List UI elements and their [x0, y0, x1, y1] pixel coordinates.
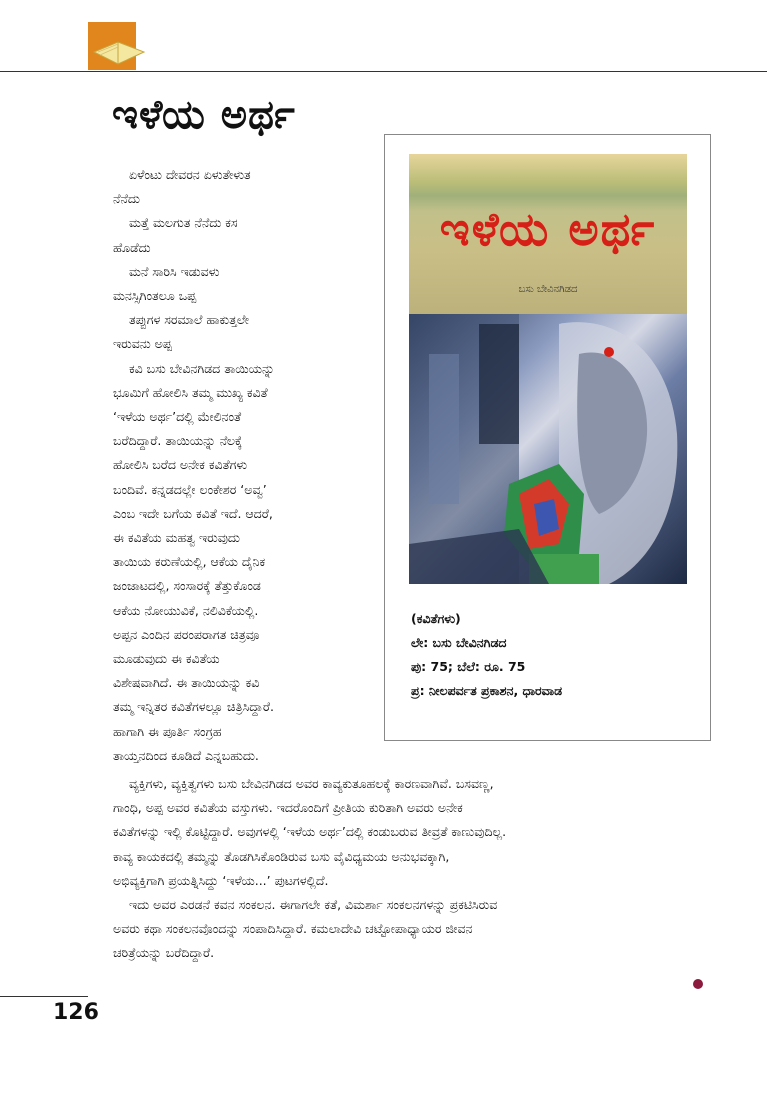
page-title: ಇಳೆಯ ಅರ್ಥ: [112, 92, 296, 138]
book-details: [411, 607, 562, 703]
text-line: ನೆನೆದು: [113, 191, 140, 207]
text-line: ಬರೆದಿದ್ದಾರೆ. ತಾಯಿಯನ್ನು ನೆಲಕ್ಕೆ: [113, 433, 243, 449]
text-line: ಈ ಕವಿತೆಯ ಮಹತ್ವ ಇರುವುದು: [113, 530, 240, 546]
text-line: ಚರಿತ್ರೆಯನ್ನು ಬರೆದಿದ್ದಾರೆ.: [113, 945, 215, 961]
text-line: ಗಾಂಧಿ, ಅಪ್ಪ ಅವರ ಕವಿತೆಯ ವಸ್ತುಗಳು. ಇದರೊಂದಿಗೆ ಪ್ರೀತಿಯ ಕುರಿತಾಗಿ ಅವರು ಅನೇಕ: [113, 800, 463, 816]
text-line: ಆಕೆಯ ನೋಯುವಿಕೆ, ನಲಿವಿಕೆಯಲ್ಲಿ.: [113, 602, 259, 618]
text-line: ಇದು ಅವರ ಎರಡನೆ ಕವನ ಸಂಕಲನ. ಈಗಾಗಲೇ ಕತೆ, ವಿಮರ್ಶಾ ಸಂಕಲನಗಳನ್ನು ಪ್ರಕಟಿಸಿರುವ: [129, 897, 498, 913]
text-line: ವ್ಯಕ್ತಿಗಳು, ವ್ಯಕ್ತಿತ್ವಗಳು ಬಸು ಬೇವಿನಗಿಡದ ಅವರ ಕಾವ್ಯಕುತೂಹಲಕ್ಕೆ ಕಾರಣವಾಗಿವೆ. ಬಸವಣ್ಣ,: [129, 776, 494, 791]
text-line: ಬಂದಿವೆ. ಕನ್ನಡದಲ್ಲೇ ಲಂಕೇಶರ ‘ಅವ್ವ’: [113, 481, 267, 497]
text-line: ಎಂಬ ಇದೇ ಬಗೆಯ ಕವಿತೆ ಇದೆ. ಆದರೆ,: [113, 505, 273, 521]
text-line: ಹೊಡೆದು: [113, 239, 151, 255]
text-line: ತಮ್ಮ ಇನ್ನಿತರ ಕವಿತೆಗಳಲ್ಲೂ ಚಿತ್ರಿಸಿದ್ದಾರೆ.: [113, 699, 274, 715]
cover-artwork: [409, 314, 687, 584]
book-box: [384, 134, 711, 741]
text-line: ಮನಸ್ಸಿಗಿಂತಲೂ ಒಪ್ಪ: [113, 288, 197, 304]
bottom-body-text: [113, 772, 713, 966]
left-column-text: [113, 163, 363, 768]
text-line: ಭೂಮಿಗೆ ಹೋಲಿಸಿ ತಮ್ಮ ಮುಖ್ಯ ಕವಿತೆ: [113, 384, 268, 400]
decorative-dot: [693, 979, 703, 989]
book-pages-price: ಪು: 75; ಬೆಲೆ: ರೂ. 75: [411, 659, 526, 674]
text-line: ಕವಿತೆಗಳನ್ನು ಇಲ್ಲಿ ಕೊಟ್ಟಿದ್ದಾರೆ. ಅವುಗಳಲ್ಲಿ ‘ಇಳೆಯ ಅರ್ಥ’ದಲ್ಲಿ ಕಂಡುಬರುವ ತೀವ್ರತೆ ಕಾಣುವುದಿಲ್ಲ.: [113, 824, 507, 840]
book-publisher: ಪ್ರ: ನೀಲಪರ್ವತ ಪ್ರಕಾಶನ, ಧಾರವಾಡ: [411, 683, 563, 698]
open-book-icon: [88, 22, 148, 70]
text-line: ವಿಶೇಷವಾಗಿದೆ. ಈ ತಾಯಿಯನ್ನು ಕವಿ: [113, 675, 260, 691]
book-cover-image: [409, 154, 687, 584]
text-line: ಕವಿ ಬಸು ಬೇವಿನಗಿಡದ ತಾಯಿಯನ್ನು: [129, 360, 275, 376]
footer-rule: [0, 996, 88, 997]
text-line: ಕಾವ್ಯ ಕಾಯಕದಲ್ಲಿ ತಮ್ಮನ್ನು ತೊಡಗಿಸಿಕೊಂಡಿರುವ ಬಸು ವೈವಿಧ್ಯಮಯ ಅನುಭವಕ್ಕಾಗಿ,: [113, 848, 450, 864]
text-line: ಮನೆ ಸಾರಿಸಿ ಇಡುವಳು: [129, 263, 220, 279]
text-line: ಏಳೆಂಟು ದೇವರನ ಏಳುತೇಳುತ: [129, 167, 251, 182]
text-line: ತಾಯ್ತನದಿಂದ ಕೂಡಿದೆ ಎನ್ನಬಹುದು.: [113, 747, 259, 763]
text-line: ಮೂಡುವುದು ಈ ಕವಿತೆಯ: [113, 651, 220, 667]
cover-title: ಇಳೆಯ ಅರ್ಥ: [439, 202, 657, 256]
header-rule: [0, 71, 767, 72]
text-line: ಮತ್ತೆ ಮಲಗುತ ನೆನೆದು ಕಸ: [129, 215, 238, 231]
book-genre: (ಕವಿತೆಗಳು): [411, 611, 461, 626]
text-line: ಇರುವನು ಅಪ್ಪ: [113, 336, 172, 352]
text-line: ಹೋಲಿಸಿ ಬರೆದ ಅನೇಕ ಕವಿತೆಗಳು: [113, 457, 248, 473]
text-line: ಅಪ್ಪನ ಎಂದಿನ ಪರಂಪರಾಗತ ಚಿತ್ರವೂ: [113, 626, 260, 642]
book-author: ಲೇ: ಬಸು ಬೇವಿನಗಿಡದ: [411, 635, 507, 650]
cover-author: ಬಸು ಬೇವಿನಗಿಡದ: [518, 284, 578, 295]
text-line: ಹಾಗಾಗಿ ಈ ಪೂರ್ತಿ ಸಂಗ್ರಹ: [113, 723, 222, 739]
text-line: ಅಭಿವ್ಯಕ್ತಿಗಾಗಿ ಪ್ರಯತ್ನಿಸಿದ್ದು ‘ಇಳೆಯ...’ ಪುಟಗಳಲ್ಲಿದೆ.: [113, 872, 329, 888]
text-line: ‘ಇಳೆಯ ಅರ್ಥ’ದಲ್ಲಿ ಮೇಲಿನಂತೆ: [113, 409, 242, 425]
page-number: 126: [53, 1000, 99, 1025]
text-line: ತಪ್ಪುಗಳ ಸರಮಾಲೆ ಹಾಕುತ್ತಲೇ: [129, 312, 249, 328]
text-line: ಅವರು ಕಥಾ ಸಂಕಲನವೊಂದನ್ನು ಸಂಪಾದಿಸಿದ್ದಾರೆ. ಕಮಲಾದೇವಿ ಚಟ್ಟೋಪಾಧ್ಯಾಯರ ಜೀವನ: [113, 921, 473, 937]
text-line: ತಾಯಿಯ ಕರುಣೆಯಲ್ಲಿ, ಆಕೆಯ ದೈನಿಕ: [113, 554, 266, 570]
text-line: ಜಂಜಾಟದಲ್ಲಿ, ಸಂಸಾರಕ್ಕೆ ತೆತ್ತುಕೊಂಡ: [113, 578, 261, 594]
cover-artwork-illustration: [409, 314, 687, 584]
